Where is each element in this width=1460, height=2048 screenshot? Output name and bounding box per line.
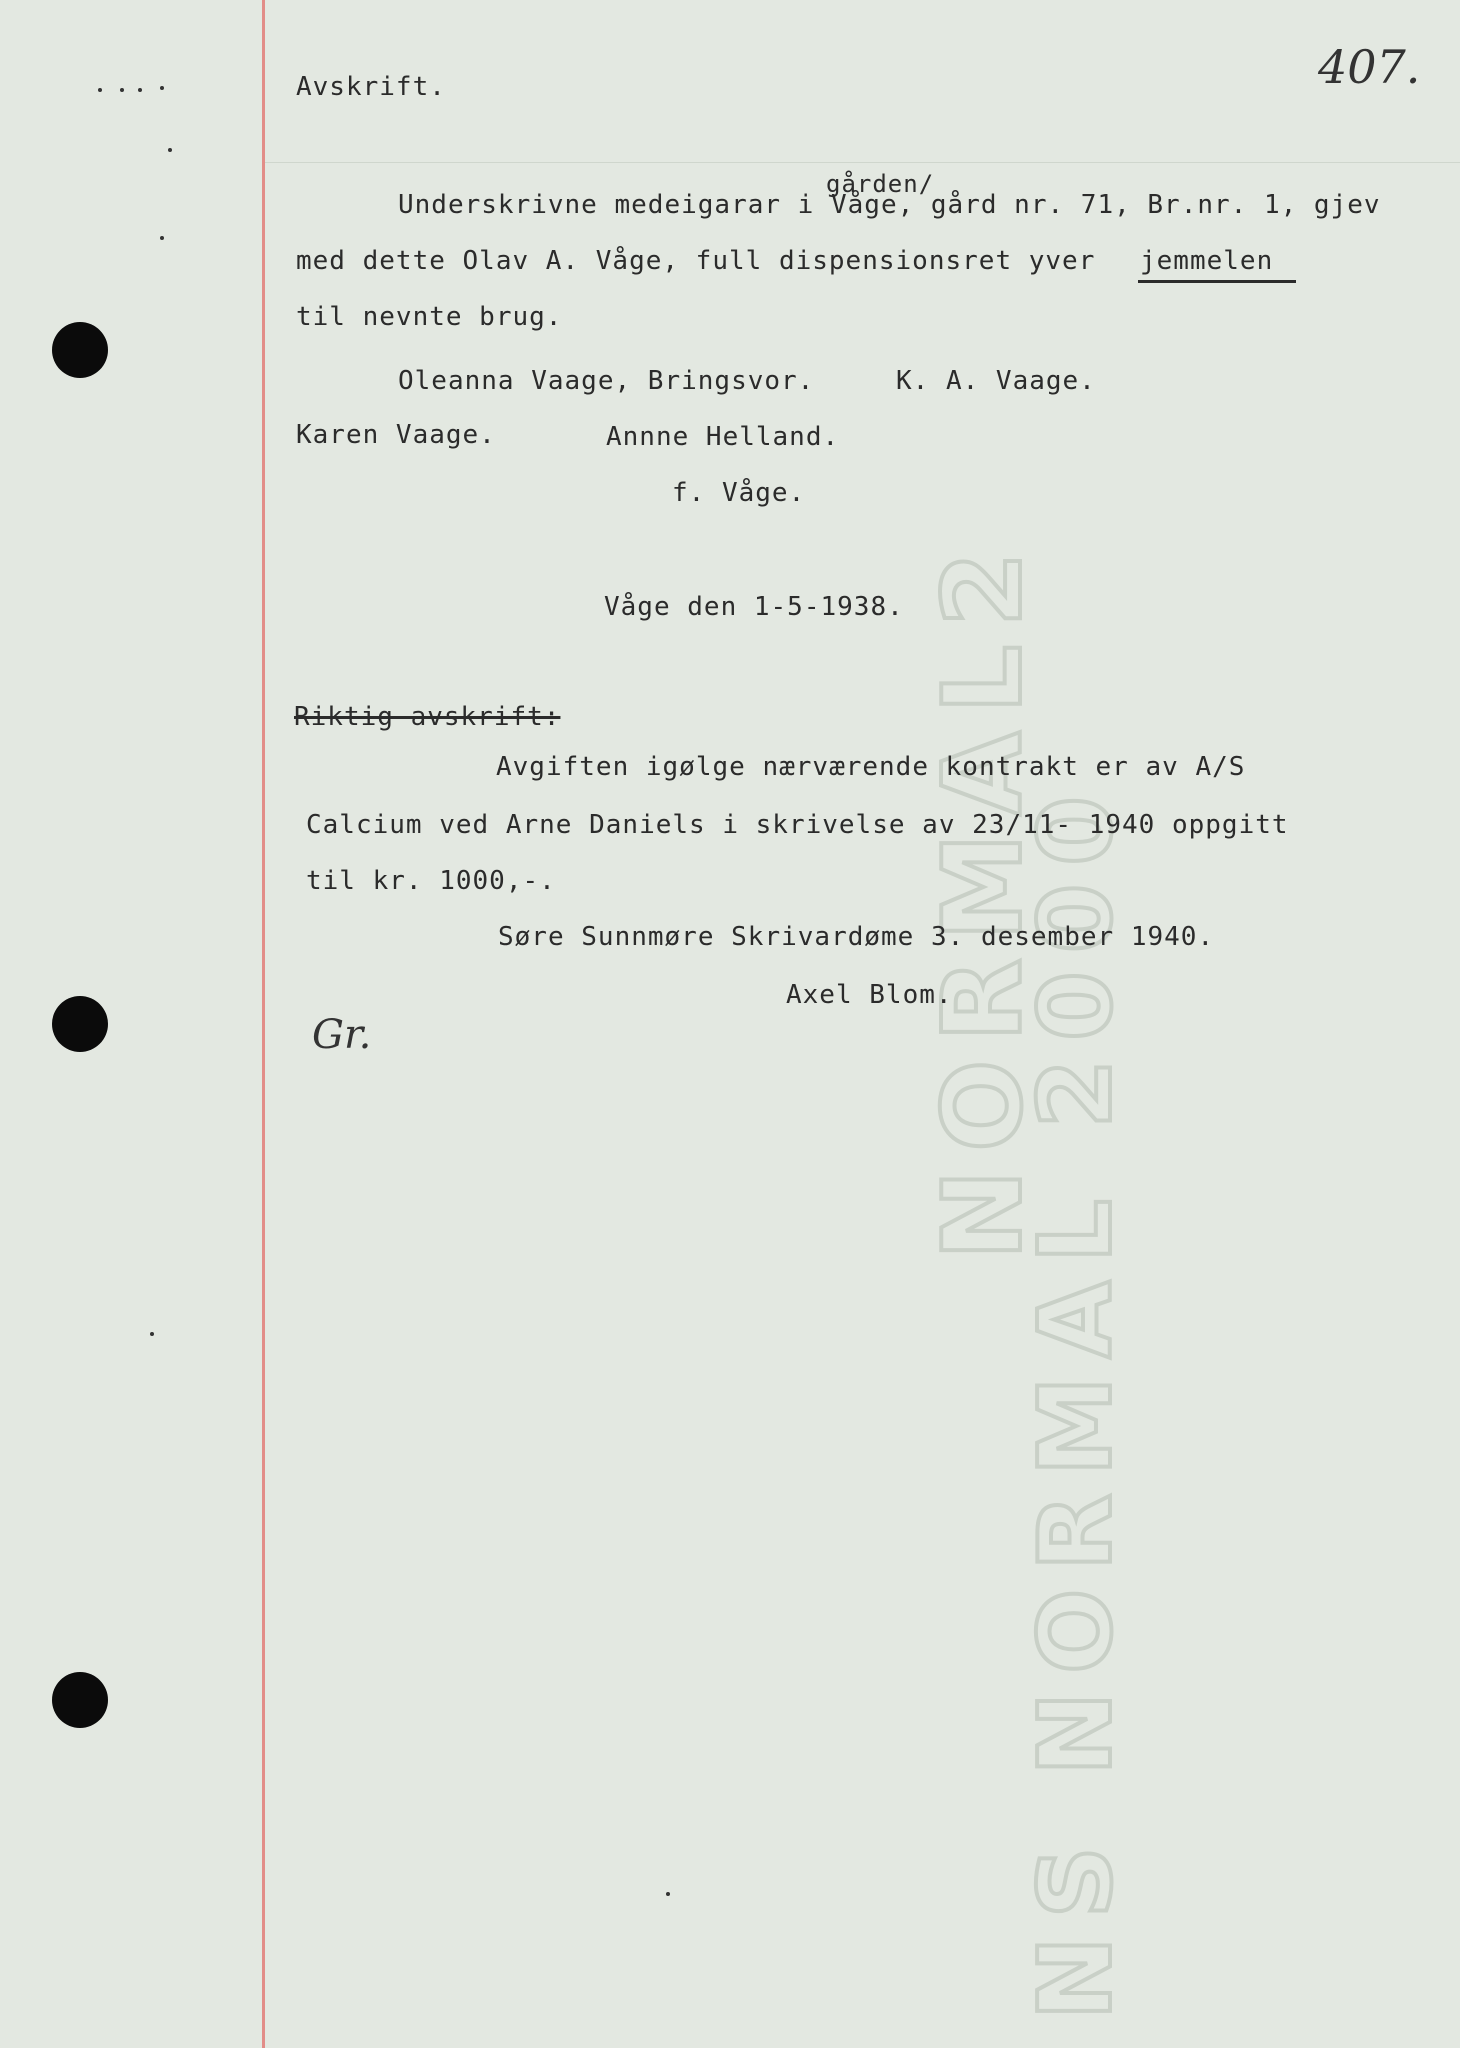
speck <box>160 236 164 240</box>
body-line-3: til nevnte brug. <box>296 302 563 332</box>
speck <box>160 86 164 90</box>
document-title: Avskrift. <box>296 72 446 102</box>
place-date: Våge den 1-5-1938. <box>604 592 904 622</box>
red-margin-line <box>262 0 265 2048</box>
signature-2: K. A. Vaage. <box>896 366 1096 396</box>
watermark-lower: NS NORMAL 2000 <box>1017 778 1134 2020</box>
struck-certification: Riktig avskrift: <box>294 702 561 732</box>
speck <box>150 1332 154 1336</box>
page-number: 407. <box>1318 40 1421 94</box>
watermark-upper: NORMAL2 <box>921 533 1046 1260</box>
insertion-text: gården/ <box>826 170 935 198</box>
watermark-svg <box>921 30 1134 2030</box>
speck <box>168 148 172 152</box>
underlined-word: jemmelen <box>1140 246 1274 276</box>
signature-5: f. Våge. <box>672 478 806 508</box>
faint-rule <box>265 162 1460 163</box>
office-line: Søre Sunnmøre Skrivardøme 3. desember 1940. <box>498 922 1215 952</box>
speck <box>138 88 142 92</box>
punch-hole-bottom <box>52 1672 108 1728</box>
note-line-3: til kr. 1000,-. <box>306 866 556 896</box>
speck <box>666 1892 670 1896</box>
punch-hole-top <box>52 322 108 378</box>
handwritten-initials: Gr. <box>312 1012 372 1058</box>
signer-name: Axel Blom. <box>786 980 953 1010</box>
signature-1: Oleanna Vaage, Bringsvor. <box>398 366 815 396</box>
speck <box>120 88 124 92</box>
speck <box>98 88 102 92</box>
note-line-2: Calcium ved Arne Daniels i skrivelse av 23/11- 1940 oppgitt <box>306 810 1289 840</box>
punch-hole-middle <box>52 996 108 1052</box>
signature-3: Karen Vaage. <box>296 420 496 450</box>
body-line-1: Underskrivne medeigarar i Våge, gård nr. 71, Br.nr. 1, gjev <box>398 190 1381 220</box>
body-line-2: med dette Olav A. Våge, full dispensionsret yver <box>296 246 1096 276</box>
note-line-1: Avgiften igølge nærværende kontrakt er av A/S <box>496 752 1246 782</box>
signature-4: Annne Helland. <box>606 422 840 452</box>
underline-mark <box>1138 280 1296 283</box>
watermark <box>921 30 1134 2030</box>
